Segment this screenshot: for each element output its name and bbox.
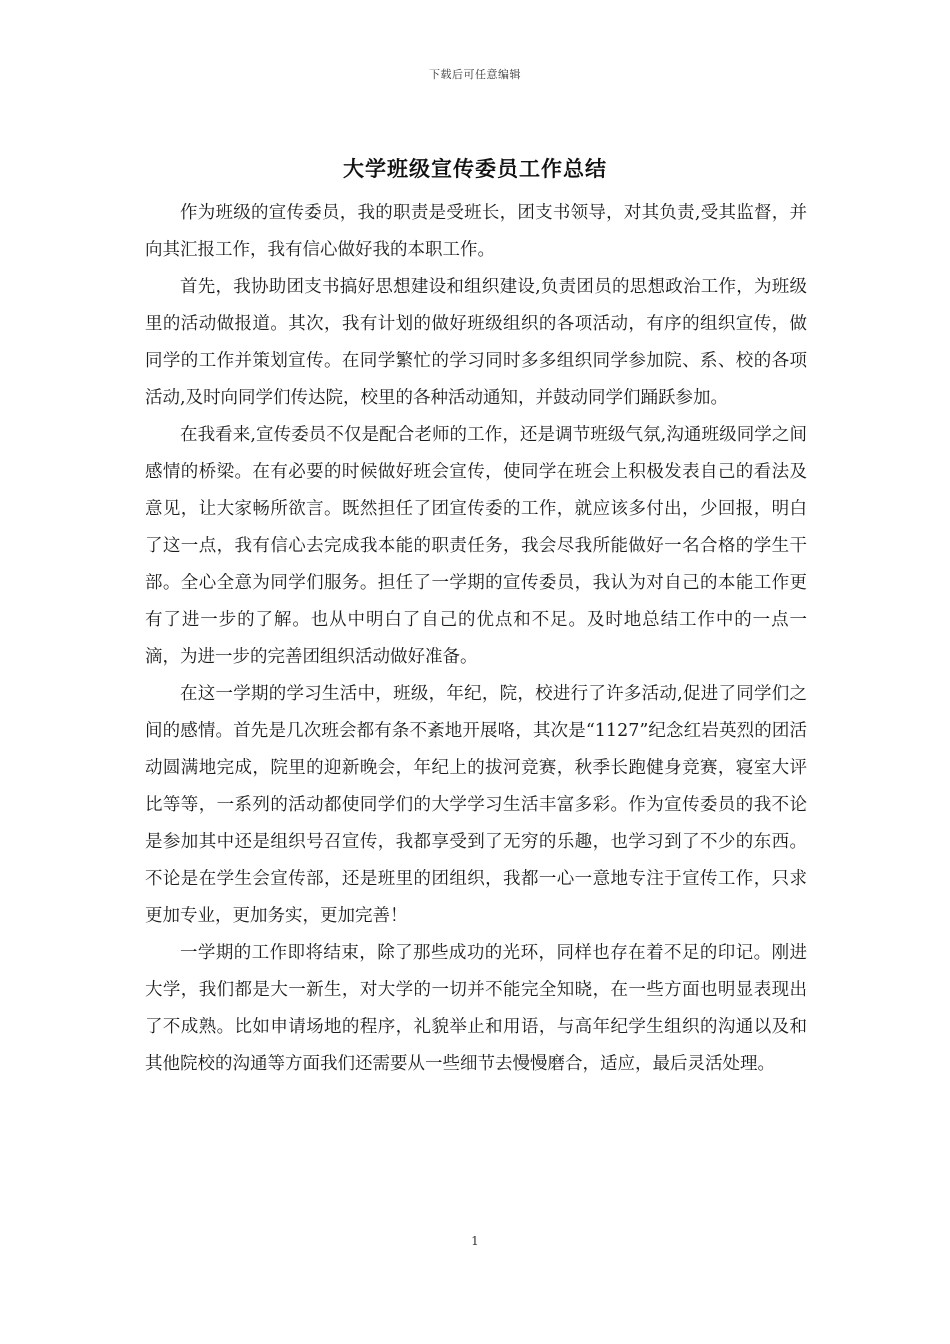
header-note: 下载后可任意编辑 [429, 68, 521, 81]
paragraph-2: 首先，我协助团支书搞好思想建设和组织建设,负责团员的思想政治工作，为班级里的活动做报道。其次，我有计划的做好班级组织的各项活动，有序的组织宣传，做同学的工作并策划宣传。在同学繁忙的学习同时多多组织同学参加院、系、校的各项活动,及时向同学们传达院，校里的各种活动通知，并鼓动同学们踊跃参加。 [145, 277, 807, 408]
document-body [145, 195, 807, 1083]
paragraph-5: 一学期的工作即将结束，除了那些成功的光环，同样也存在着不足的印记。刚进大学，我们都是大一新生，对大学的一切并不能完全知晓，在一些方面也明显表现出了不成熟。比如申请场地的程序，礼貌举止和用语，与高年纪学生组织的沟通以及和其他院校的沟通等方面我们还需要从一些细节去慢慢磨合，适应，最后灵活处理。 [145, 943, 807, 1074]
paragraph-3: 在我看来,宣传委员不仅是配合老师的工作，还是调节班级气氛,沟通班级同学之间感情的桥梁。在有必要的时候做好班会宣传，使同学在班会上积极发表自己的看法及意见，让大家畅所欲言。既然担任了团宣传委的工作，就应该多付出，少回报，明白了这一点，我有信心去完成我本能的职责任务，我会尽我所能做好一名合格的学生干部。全心全意为同学们服务。担任了一学期的宣传委员，我认为对自己的本能工作更有了进一步的了解。也从中明白了自己的优点和不足。及时地总结工作中的一点一滴，为进一步的完善团组织活动做好准备。 [145, 425, 807, 667]
paragraph-1: 作为班级的宣传委员，我的职责是受班长，团支书领导，对其负责,受其监督，并向其汇报工作，我有信心做好我的本职工作。 [145, 203, 807, 260]
paragraph-4: 在这一学期的学习生活中，班级，年纪，院，校进行了许多活动,促进了同学们之间的感情。首先是几次班会都有条不紊地开展咯，其次是“1127”纪念红岩英烈的团活动圆满地完成，院里的迎新晚会，年纪上的拔河竞赛，秋季长跑健身竞赛，寝室大评比等等，一系列的活动都使同学们的大学学习生活丰富多彩。作为宣传委员的我不论是参加其中还是组织号召宣传，我都享受到了无穷的乐趣，也学习到了不少的东西。不论是在学生会宣传部，还是班里的团组织，我都一心一意地专注于宣传工作，只求更加专业，更加务实，更加完善！ [145, 684, 807, 926]
page-number: 1 [471, 1234, 479, 1248]
document-title: 大学班级宣传委员工作总结 [343, 156, 607, 181]
